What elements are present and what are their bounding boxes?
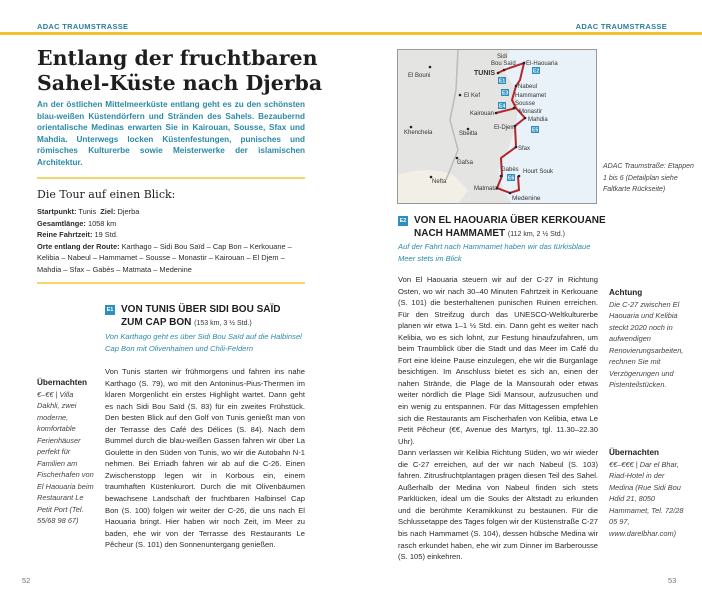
map-label: TUNIS — [474, 70, 495, 77]
time-label: Reine Fahrtzeit: — [37, 230, 93, 239]
map-label: Mahdia — [528, 117, 548, 123]
section-e1-body: Von Tunis starten wir frühmorgens und fahren ins nahe Karthago (S. 79), wo mit den Antoninus-Pius-Thermen im klaren Morgenlicht ein erstes Highlight wartet. Dann geht es nach Sidi Bou Saïd (S. 83) für ein zweites Frühstück. Den besten Blick auf den Golf von Tunis genießt man von der Terrasse des Café des Délices (S. 84). Nach dem Bummel durch die blau-weißen Gassen fahren wir über La Goulette in den Süden von Tunis, wo wir die Autobahn N-1 nehmen. Bei Erriadh fahren wir ab auf die C-26. Einen Zwischenstopp legen wir in Korbous ein, einem traumhaften Küstenkurort. Durch die mit Olivenbäumen bewachsene Landschaft der fruchtbaren Halbinsel Cap Bon (S. 100) folgen wir weiter der C-26, die uns nach El Haouaria bringt. Hier haben wir noch Zeit, im Meer zu baden, ehe wir von der Terrasse des Restaurants Le Pêcheur (S. 101) den Sonnenuntergang genießen. — [105, 367, 305, 550]
intro-text: An der östlichen Mittelmeerküste entlang geht es zu den schönsten blau-weißen Küstendörfern und Stränden des Sahels. Bezaubernd orientalische Medinas erwarten Sie in Kairouan, Sousse, Sfax und Mahdia. Unterwegs locken Küstenfestungen, punisches und römisches Kulturerbe sowie Meisterwerke der islamischen Architektur. — [37, 100, 305, 167]
page-number-left: 52 — [22, 576, 31, 585]
start-value: Tunis — [78, 207, 97, 216]
map-label: El Kef — [464, 93, 481, 99]
time-value: 19 Std. — [94, 230, 118, 239]
stage-badge-e1: E1 — [106, 307, 114, 313]
stage-marker-e5: E5 — [532, 127, 539, 134]
sidebar-warning — [609, 287, 689, 391]
running-header-left: ADAC TRAUMSTRASSE — [37, 22, 129, 31]
warning-heading: Achtung — [609, 288, 643, 297]
page-number-right: 53 — [668, 576, 677, 585]
map-label: Medenine — [512, 195, 541, 202]
section-e2-paragraph-1: Von El Haouaria steuern wir auf der C-27 in Richtung Osten, wo wir nach 30–40 Minuten Fahrtzeit in Kerkouane (S. 101) die besterhaltenen punischen Ruinen erreichen. Für den Streifzug durch das UNESCO-Weltkulturerbe planen wir etwa 1–1 ½ Std. ein. Dann geht es weiter nach Kelibia, wo es sich lohnt, zur Festung hinaufzufahren, um beim Traumblick über die Stadt und das Meer im Café du Fort eine kleine Pause einzulegen, ehe wir die Burganlage besichtigen. Im Anschluss bietet es sich an, einen der nahen Strände, die Plage de la Mansourah oder etwas weiter nördlich die Plage Sidi Mansour, aufzusuchen und ein wenig zu entspannen. Für das Mittagessen empfehlen sich die Restaurants am Fischerhafen von Kelibia, etwa Le Petit Pêcheur (€€, Avenue des Martyrs, tgl. 11.30–22.30 Uhr). — [398, 275, 598, 446]
section-e2-heading — [398, 215, 618, 241]
end-value: Djerba — [117, 207, 140, 216]
section-e2-meta: (112 km, 2 ½ Std.) — [507, 230, 565, 238]
warning-text: Die C-27 zwischen El Haouaria und Kelibia steckt 2020 noch in aufwendigen Renovierungsarbeiten, rechnen Sie mit Verzögerungen und Pistenteilstücken. — [609, 299, 684, 389]
sidebar-lodging-left — [37, 377, 97, 527]
title-line-2: Sahel-Küste nach Djerba — [37, 71, 323, 95]
map-label: Bou Saïd — [491, 61, 516, 67]
map-label: Matmata — [474, 186, 498, 192]
section-e2-subtitle: Auf der Fahrt nach Hammamet haben wir das türkisblaue Meer stets im Blick — [398, 242, 591, 263]
map-label: Kairouan — [470, 111, 495, 117]
section-e1-meta: (153 km, 3 ½ Std.) — [194, 319, 252, 327]
map-label: Hourt Souk — [523, 169, 554, 175]
section-e2-paragraph-2: Dann verlassen wir Kelibia Richtung Süden, wo wir wieder die C-27 erreichen, auf der wir nach Nabeul (S. 103) fahren. Zitrusfruchtplantagen prägen diesen Teil des Sahel. Außerhalb der Medina von Nabeul finden sich stets Parklücken, ideal um die Souks der Altstadt zu erkunden und die berühmte Keramikkunst zu bestaunen. Für die Schlussetappe des Tages folgen wir der Küstenstraße C-27 bis nach Hammamet (S. 104), dessen hübsche Medina wir rasch erkundet haben, ehe wir zum Dinner im Barberousse (S. 105) einkehren. — [398, 448, 598, 562]
section-e1-heading — [105, 304, 325, 330]
header-rule-right — [351, 32, 702, 35]
stage-marker-e2: E2 — [533, 68, 540, 75]
title-line-1: Entlang der fruchtbaren — [37, 46, 318, 70]
end-label: Ziel: — [100, 207, 116, 216]
section-e1-subtitle: Von Karthago geht es über Sidi Bou Saïd auf die Halbinsel Cap Bon mit Olivenhainen und Chili-Feldern — [105, 332, 302, 353]
section-e2-title-1: VON EL HAOUARIA ÜBER KERKOUANE — [414, 215, 606, 226]
route-map-svg — [398, 50, 597, 204]
map-label: Gafsa — [457, 160, 474, 166]
map-label: Gabès — [501, 167, 519, 173]
sidebar-heading: Übernachten — [609, 448, 660, 457]
map-label: El Bouni — [408, 73, 431, 79]
stage-badge-e2: E2 — [399, 218, 407, 224]
length-label: Gesamtlänge: — [37, 218, 86, 228]
sidebar-text: €€–€€€ | Dar el Bhar, Riad-Hotel in der Medina (Rue Sidi Bou Hdid 21, 8050 Hammamet, Tel. 72/28 05 97, www.darelbhar.com) — [609, 459, 684, 538]
stage-marker-e4: E4 — [499, 103, 506, 110]
sidebar-text: €–€€ | Villa Dakhli, zwei moderne, komfortable Ferienhäuser perfekt für Familien am Fischerhafen von El Haouaria beim Restaurant Le Petit Port (Tel. 55/68 98 67) — [37, 389, 94, 525]
route-map — [397, 49, 597, 204]
places-value: Karthago – Sidi Bou Saïd – Cap Bon – Kerkouane – Kelibia – Nabeul – Hammamet – Sousse – Monastir – Kairouan – El Djem – Mahdia – Sfax – Gabès – Matmata – Medenine — [37, 241, 292, 274]
map-label: Monastir — [519, 109, 543, 115]
map-label: Nabeul — [518, 84, 538, 90]
map-caption: ADAC Traumstraße: Etappen 1 bis 6 (Detailplan siehe Faltkarte Rückseite) — [603, 163, 694, 193]
running-header-right: ADAC TRAUMSTRASSE — [575, 22, 667, 31]
start-label: Startpunkt: — [37, 207, 77, 216]
section-e1-title-2: ZUM CAP BON — [121, 316, 192, 328]
map-label: Hammamet — [515, 93, 547, 99]
map-label: El-Djem — [494, 125, 516, 131]
section-e1-title-1: VON TUNIS ÜBER SIDI BOU SAÏD — [121, 304, 281, 315]
stage-marker-e1: E1 — [499, 78, 506, 85]
sidebar-lodging-right — [609, 447, 689, 539]
tour-facts — [37, 206, 305, 275]
map-label: Khenchela — [404, 130, 433, 136]
stage-marker-e6: E6 — [508, 175, 515, 182]
places-label: Orte entlang der Route: — [37, 241, 120, 251]
map-label: Nefta — [432, 179, 447, 185]
stage-marker-e3: E3 — [502, 90, 509, 97]
tour-heading: Die Tour auf einen Blick: — [37, 188, 176, 201]
tour-box-bottom-rule — [37, 282, 305, 284]
map-label: Sfax — [518, 146, 531, 152]
header-rule-left — [0, 32, 351, 35]
sidebar-heading: Übernachten — [37, 378, 88, 387]
page-title — [37, 46, 337, 96]
map-label: Sidi — [497, 54, 508, 60]
section-e2-body — [398, 274, 598, 563]
map-label: Sousse — [515, 101, 536, 107]
section-e2-title-2: NACH HAMMAMET — [414, 227, 506, 239]
tour-box-top-rule — [37, 177, 305, 179]
map-label: Sbeitla — [459, 131, 478, 137]
length-value: 1058 km — [87, 218, 117, 228]
map-label: El-Haouaria — [526, 61, 558, 67]
